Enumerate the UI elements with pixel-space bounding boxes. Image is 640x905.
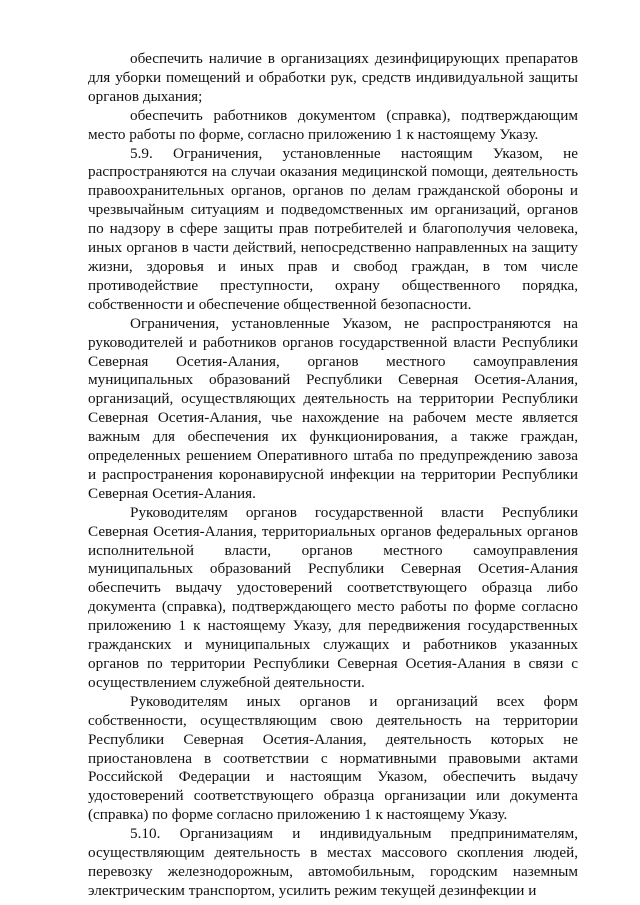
- paragraph-state-authorities: Руководителям органов государственной власти Республики Северная Осетия-Алания, территориальных органов федеральных органов исполнительной власти, органов местного самоуправления муниципальных образований Республики Северная Осетия-Алания обеспечить выдачу удостоверений соответствующего образца либо документа (справка), подтверждающего место работы по форме согласно приложению 1 к настоящему Указу, для передвижения государственных гражданских и муниципальных служащих и работников указанных органов по территории Республики Северная Осетия-Алания в связи с осуществлением служебной деятельности.: [88, 503, 578, 691]
- paragraph-clause-5-10: 5.10. Организациям и индивидуальным предпринимателям, осуществляющим деятельность в местах массового скопления людей, перевозку железнодорожным, автомобильным, городским наземным электрическим транспортом, усилить режим текущей дезинфекции и: [88, 825, 578, 899]
- paragraph-disinfectants: обеспечить наличие в организациях дезинфицирующих препаратов для уборки помещений и обработки рук, средств индивидуальной защиты органов дыхания;: [88, 50, 578, 105]
- paragraph-restrictions-exemption: Ограничения, установленные Указом, не распространяются на руководителей и работников органов государственной власти Республики Северная Осетия-Алания, органов местного самоуправления муниципальных образований Республики Северная Осетия-Алания, организаций, осуществляющих деятельность на территории Республики Северная Осетия-Алания, чье нахождение на рабочем месте является важным для обеспечения их функционирования, а также граждан, определенных решением Оперативного штаба по предупреждению завоза и распространения коронавирусной инфекции на территории Республики Северная Осетия-Алания.: [88, 314, 578, 502]
- paragraph-other-organizations: Руководителям иных органов и организаций всех форм собственности, осуществляющим свою деятельность на территории Республики Северная Осетия-Алания, деятельность которых не приостановлена в соответствии с нормативными правовыми актами Российской Федерации и настоящим Указом, обеспечить выдачу удостоверений соответствующего образца организации или документа (справка) по форме согласно приложению 1 к настоящему Указу.: [88, 692, 578, 824]
- document-page: [88, 50, 578, 901]
- paragraph-clause-5-9: 5.9. Ограничения, установленные настоящим Указом, не распространяются на случаи оказания медицинской помощи, деятельность правоохранительных органов, органов по делам гражданской обороны и чрезвычайным ситуациям и подведомственных им организаций, органов по надзору в сфере защиты прав потребителей и благополучия человека, иных органов в части действий, непосредственно направленных на защиту жизни, здоровья и иных прав и свобод граждан, в том числе противодействие преступности, охрану общественного порядка, собственности и обеспечение общественной безопасности.: [88, 144, 578, 313]
- paragraph-work-certificate: обеспечить работников документом (справка), подтверждающим место работы по форме, согласно приложению 1 к настоящему Указу.: [88, 106, 578, 143]
